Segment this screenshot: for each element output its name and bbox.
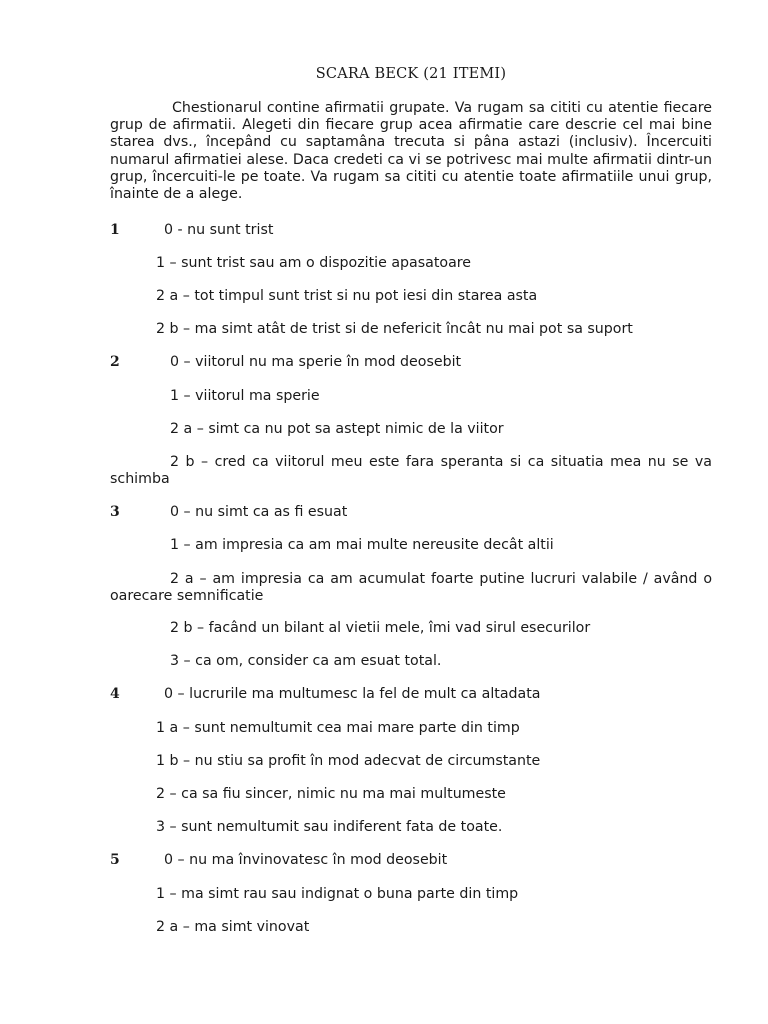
option-text: 1 b – nu stiu sa profit în mod adecvat de circumstante bbox=[156, 753, 541, 769]
item-3-option-2a bbox=[110, 571, 712, 605]
option-text: 2 b – facând un bilant al vietii mele, îmi vad sirul esecurilor bbox=[170, 620, 591, 636]
option-text: 1 – sunt trist sau am o dispozitie apasatoare bbox=[156, 255, 472, 271]
item-number: 2 bbox=[110, 354, 120, 370]
instructions-paragraph: Chestionarul contine afirmatii grupate. Va rugam sa cititi cu atentie fiecare grup de afirmatii. Alegeti din fiecare grup acea afirmatie care descrie cel mai bine starea dvs., începând cu saptamâna trecuta si pâna astazi (inclusiv). Încercuiti numarul afirmatiei alese. Daca credeti ca vi se potrivesc mai multe afirmatii dintr-un grup, încercuiti-le pe toate. Va rugam sa cititi cu atentie toate afirmatiile unui grup, înainte de a alege. bbox=[110, 100, 712, 203]
option-text: 0 – nu simt ca as fi esuat bbox=[170, 504, 348, 520]
option-text: 0 – lucrurile ma multumesc la fel de mult ca altadata bbox=[164, 686, 541, 702]
document-title: SCARA BECK (21 ITEMI) bbox=[315, 66, 507, 82]
option-text: 0 - nu sunt trist bbox=[164, 222, 274, 238]
item-number: 5 bbox=[110, 852, 120, 868]
option-text: 3 – sunt nemultumit sau indiferent fata de toate. bbox=[156, 819, 503, 835]
option-text: 1 – viitorul ma sperie bbox=[170, 388, 320, 404]
option-text: 1 – am impresia ca am mai multe nereusite decât altii bbox=[170, 537, 554, 553]
option-text: 1 a – sunt nemultumit cea mai mare parte din timp bbox=[156, 720, 520, 736]
option-text: 2 a – ma simt vinovat bbox=[156, 919, 310, 935]
option-text: 2 b – ma simt atât de trist si de nefericit încât nu mai pot sa suport bbox=[156, 321, 633, 337]
option-text: 2 a – simt ca nu pot sa astept nimic de la viitor bbox=[170, 421, 504, 437]
option-text: 0 – nu ma învinovatesc în mod deosebit bbox=[164, 852, 448, 868]
option-text: 3 – ca om, consider ca am esuat total. bbox=[170, 653, 442, 669]
item-number: 3 bbox=[110, 504, 120, 520]
item-number: 4 bbox=[110, 686, 120, 702]
option-text: 1 – ma simt rau sau indignat o buna parte din timp bbox=[156, 886, 519, 902]
option-text: 2 b – cred ca viitorul meu este fara speranta si ca situatia mea nu se va schimba bbox=[110, 454, 712, 488]
option-text: 2 a – tot timpul sunt trist si nu pot iesi din starea asta bbox=[156, 288, 538, 304]
item-2-option-2b bbox=[110, 454, 712, 488]
option-text: 2 – ca sa fiu sincer, nimic nu ma mai multumeste bbox=[156, 786, 506, 802]
document-page bbox=[110, 0, 712, 1024]
option-text: 0 – viitorul nu ma sperie în mod deosebit bbox=[170, 354, 462, 370]
option-text: 2 a – am impresia ca am acumulat foarte putine lucruri valabile / având o oarecare semnificatie bbox=[110, 571, 712, 605]
item-number: 1 bbox=[110, 222, 120, 238]
